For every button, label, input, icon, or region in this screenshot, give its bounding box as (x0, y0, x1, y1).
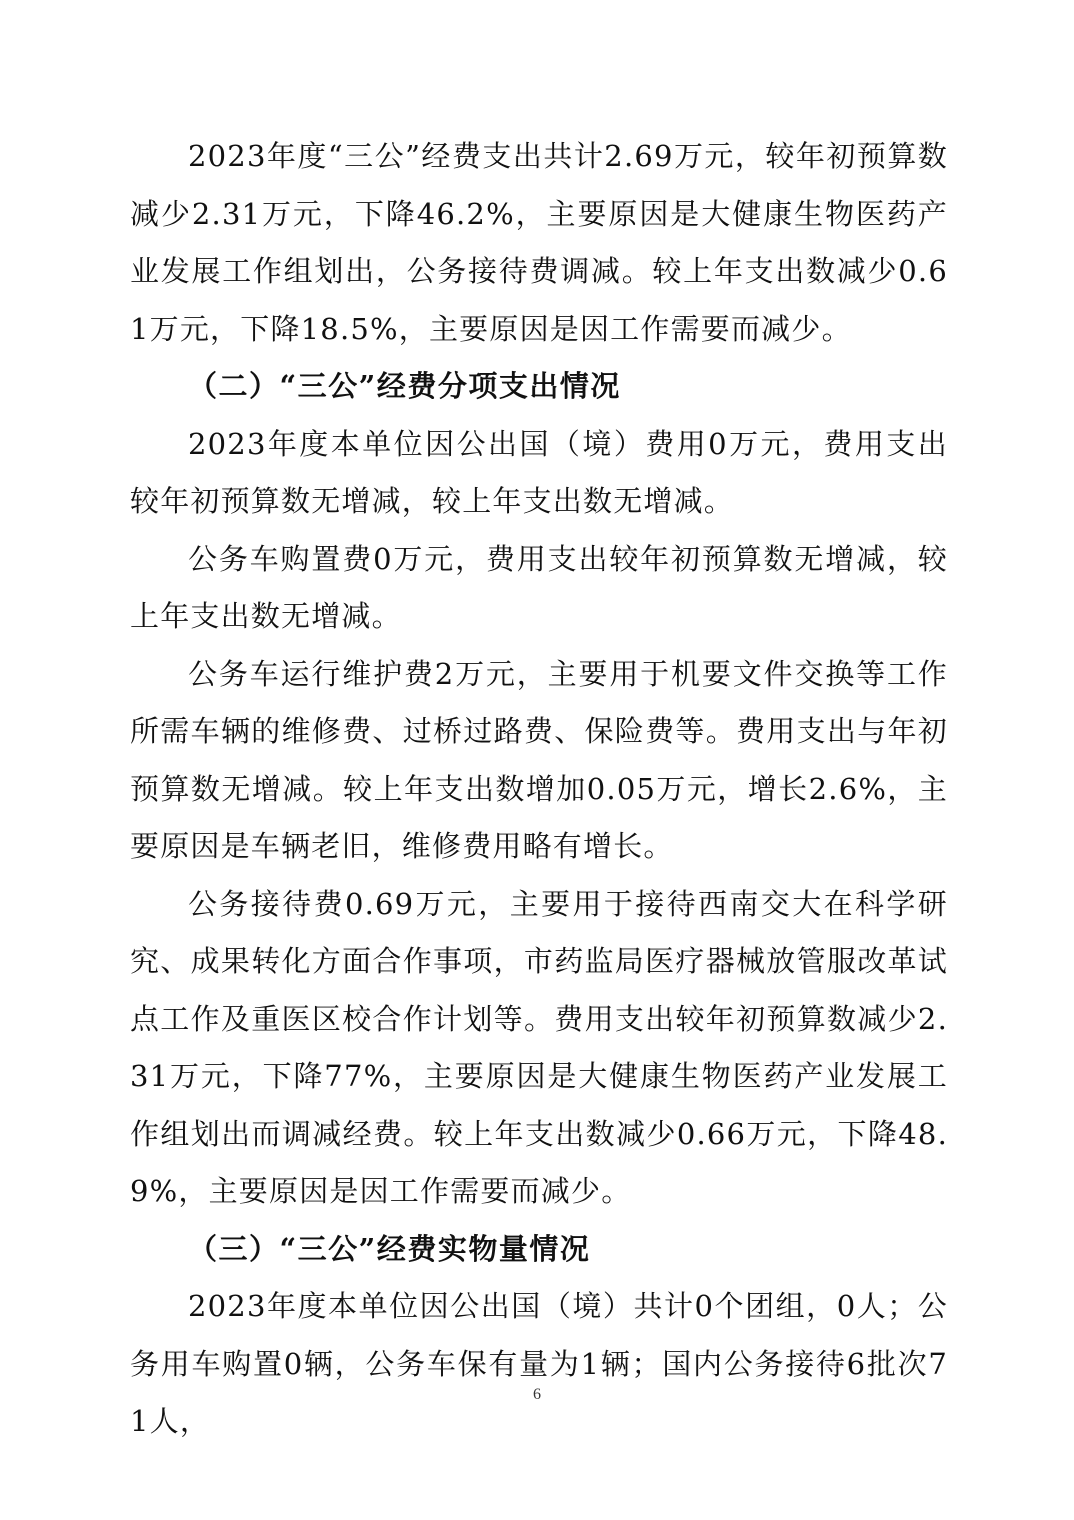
paragraph-reception: 公务接待费0.69万元，主要用于接待西南交大在科学研究、成果转化方面合作事项，市药监局医疗器械放管服改革试点工作及重医区校合作计划等。费用支出较年初预算数减少2.31万元，下降77%，主要原因是大健康生物医药产业发展工作组划出而调减经费。较上年支出数减少0.66万元，下降48.9%，主要原因是因工作需要而减少。 (130, 886, 948, 1208)
paragraph-summary: 2023年度“三公”经费支出共计2.69万元，较年初预算数减少2.31万元，下降46.2%，主要原因是大健康生物医药产业发展工作组划出，公务接待费调减。较上年支出数减少0.61万元，下降18.5%，主要原因是因工作需要而减少。 (130, 139, 948, 346)
paragraph-vehicle-purchase: 公务车购置费0万元，费用支出较年初预算数无增减，较上年支出数无增减。 (130, 541, 948, 633)
page-number: 6 (533, 1386, 541, 1403)
paragraph-physical-quantity: 2023年度本单位因公出国（境）共计0个团组，0人；公务用车购置0辆，公务车保有量为1辆；国内公务接待6批次71人， (130, 1289, 948, 1438)
section-heading-itemized: （二）“三公”经费分项支出情况 (188, 369, 621, 403)
section-heading-physical: （三）“三公”经费实物量情况 (188, 1231, 591, 1266)
paragraph-overseas: 2023年度本单位因公出国（境）费用0万元，费用支出较年初预算数无增减，较上年支出数无增减。 (130, 426, 948, 518)
paragraph-vehicle-maintenance: 公务车运行维护费2万元，主要用于机要文件交换等工作所需车辆的维修费、过桥过路费、保险费等。费用支出与年初预算数无增减。较上年支出数增加0.05万元，增长2.6%，主要原因是车辆老旧，维修费用略有增长。 (130, 656, 948, 863)
document-body (130, 128, 948, 1451)
